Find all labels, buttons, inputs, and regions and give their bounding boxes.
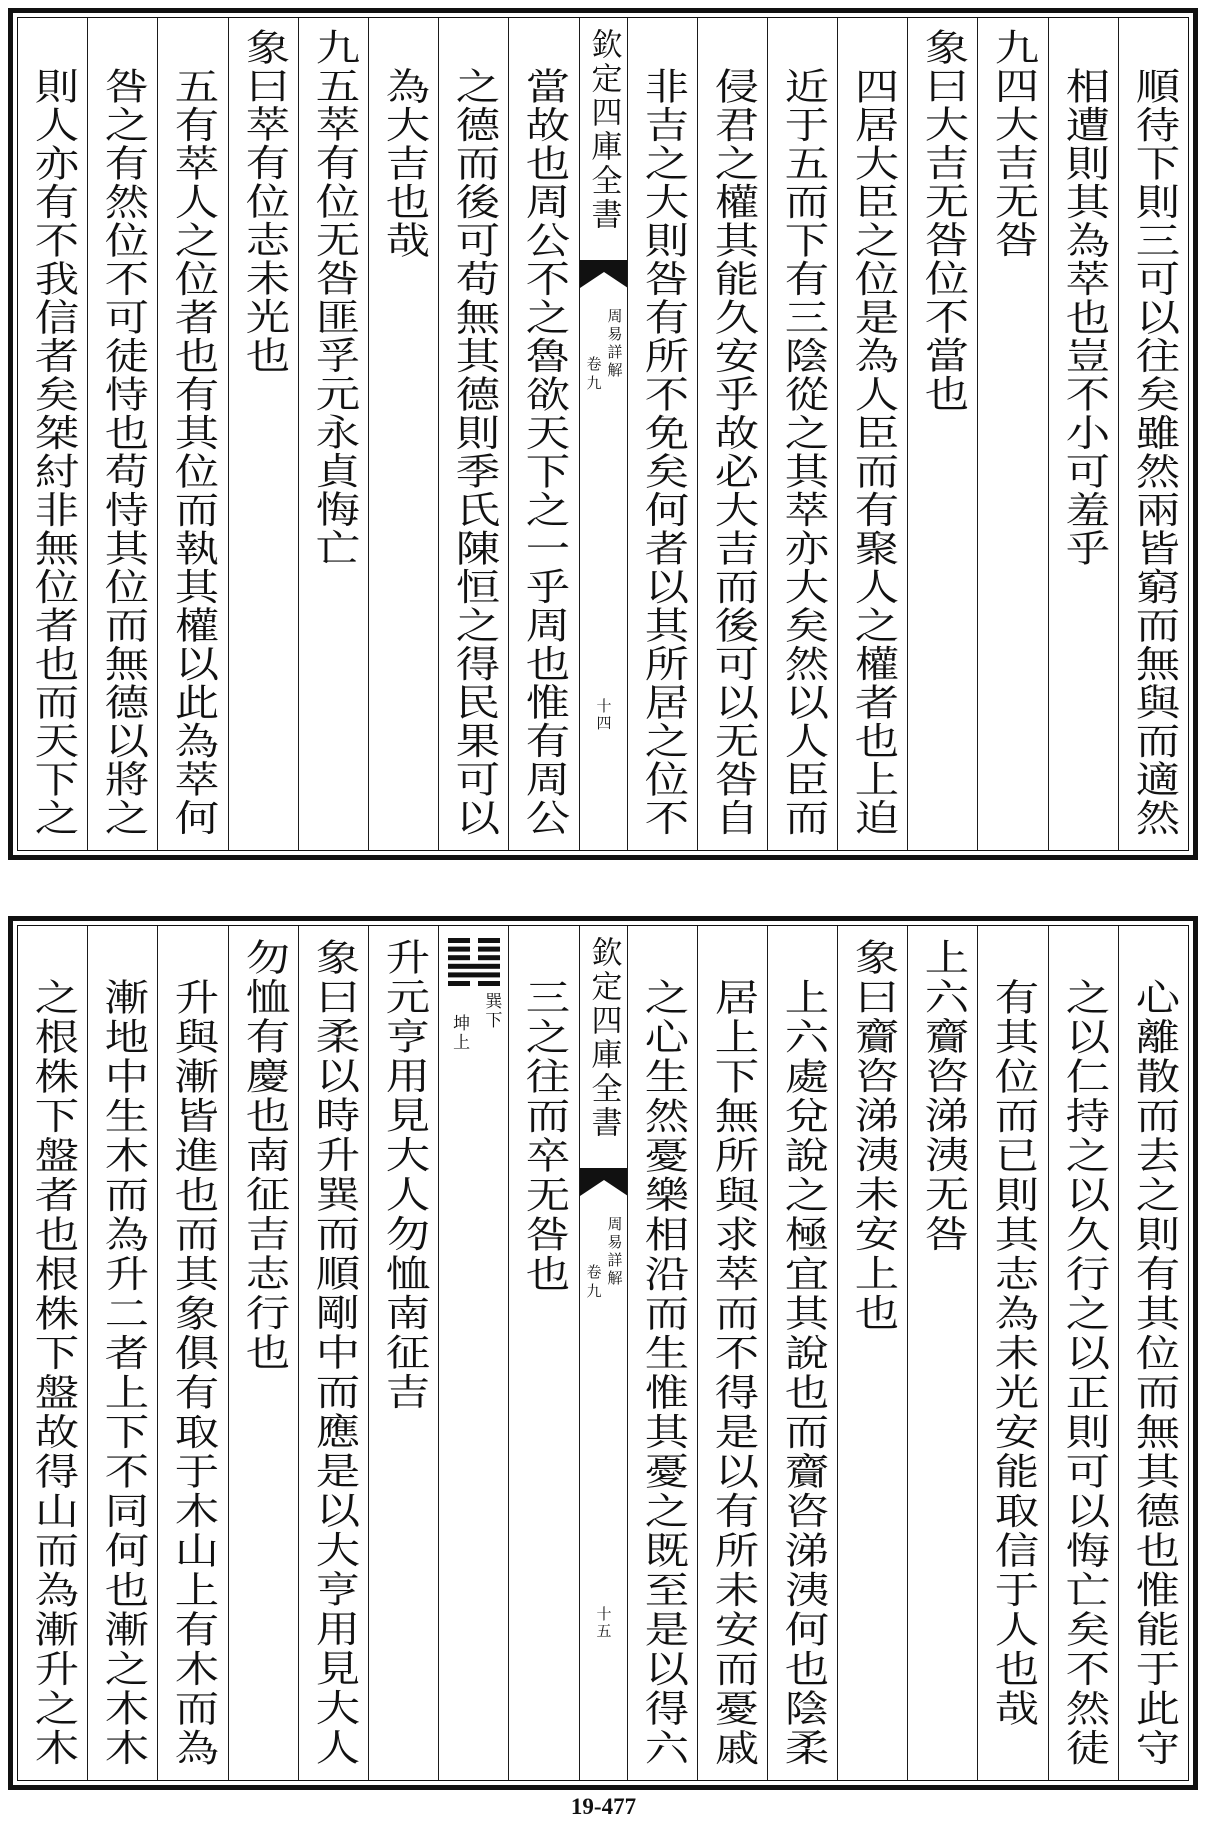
hexagram-column [438, 926, 508, 1780]
column-text: 升與漸皆進也而其象俱有取于木山上有木而為 [167, 977, 219, 1768]
text-column [228, 926, 298, 1780]
center-margin-column [579, 926, 627, 1780]
column-text: 升元亨用見大人勿恤南征吉 [377, 938, 430, 1412]
collection-title: 欽定四庫全書 [585, 28, 622, 232]
text-column [767, 926, 837, 1780]
book-title: 周易詳解 [605, 308, 624, 380]
volume-label: 卷九 [584, 1264, 603, 1302]
hexagram-line [448, 947, 470, 952]
column-text: 相遭則其為萃也豈不小可羞乎 [1057, 66, 1110, 567]
text-column [697, 18, 767, 850]
text-column [907, 18, 977, 850]
collection-title: 欽定四庫全書 [585, 936, 622, 1140]
text-column [697, 926, 767, 1780]
text-column [837, 18, 907, 850]
column-text: 九四大吉无咎 [987, 28, 1039, 259]
text-column [627, 18, 697, 850]
folio-number: 十五 [594, 1606, 613, 1640]
column-text: 象曰齎咨涕洟未安上也 [846, 938, 899, 1333]
column-text: 之心生然憂樂相沿而生惟其憂之既至是以得六 [636, 977, 689, 1768]
text-column [18, 926, 87, 1780]
text-column [907, 926, 977, 1780]
folio-number: 十四 [594, 698, 613, 732]
center-margin-column [579, 18, 627, 850]
text-column [438, 18, 508, 850]
column-text: 上六處兌說之極宜其說也而齎咨涕洟何也陰柔 [776, 977, 829, 1768]
column-text: 非吉之大則咎有所不免矣何者以其所居之位不 [636, 66, 689, 837]
text-column [508, 18, 578, 850]
column-text: 五有萃人之位者也有其位而執其權以此為萃何 [167, 66, 219, 837]
column-text: 之根株下盤者也根株下盤故得山而為漸升之木 [26, 977, 79, 1768]
column-text: 順待下則三可以往矣雖然兩皆窮而無與而適然 [1127, 66, 1180, 837]
column-text: 則人亦有不我信者矣桀紂非無位者也而天下之 [26, 66, 79, 837]
column-text: 近于五而下有三陰從之其萃亦大矣然以人臣而 [776, 66, 829, 837]
hexagram-line [448, 981, 470, 986]
hexagram-line [478, 981, 500, 986]
text-column [87, 926, 157, 1780]
column-text: 侵君之權其能久安乎故必大吉而後可以无咎自 [706, 66, 759, 837]
upper-page-panel [8, 8, 1198, 860]
hexagram-line [478, 955, 500, 960]
text-column [157, 926, 227, 1780]
page-footer-number: 19-477 [570, 1794, 637, 1819]
column-text: 有其位而已則其志為未光安能取信于人也哉 [987, 977, 1039, 1728]
sheng-hexagram-icon [448, 938, 500, 986]
hexagram-line [448, 938, 470, 943]
column-text: 九五萃有位无咎匪孚元永貞悔亡 [307, 28, 360, 567]
lower-page-frame [17, 925, 1189, 1781]
column-text: 上六齎咨涕洟无咎 [917, 938, 969, 1254]
text-column [1048, 926, 1118, 1780]
column-text: 漸地中生木而為升二者上下不同何也漸之木木 [97, 977, 149, 1768]
column-text: 當故也周公不之魯欲天下之一乎周也惟有周公 [518, 66, 570, 837]
volume-label: 卷九 [584, 356, 603, 394]
hexagram-line [448, 964, 500, 969]
text-column [87, 18, 157, 850]
text-column [767, 18, 837, 850]
column-text: 勿恤有慶也南征吉志行也 [237, 938, 290, 1373]
text-column [977, 926, 1047, 1780]
column-text: 為大吉也哉 [377, 66, 430, 259]
hexagram-line [478, 938, 500, 943]
upper-page-frame [17, 17, 1189, 851]
column-text: 咎之有然位不可徒恃也苟恃其位而無德以將之 [97, 66, 149, 837]
text-column [18, 18, 87, 850]
column-text: 象曰柔以時升巽而順剛中而應是以大亨用見大人 [307, 938, 360, 1768]
text-column [977, 18, 1047, 850]
hexagram-line [448, 972, 500, 977]
fish-tail-mark-icon [580, 1168, 627, 1198]
column-text: 三之往而卒无咎也 [518, 977, 570, 1294]
text-column [1118, 926, 1188, 1780]
column-text: 之德而後可苟無其德則季氏陳恒之得民果可以 [448, 66, 500, 837]
hexagram-line [478, 947, 500, 952]
column-text: 之以仁持之以久行之以正則可以悔亡矣不然徒 [1057, 977, 1110, 1768]
column-text: 心離散而去之則有其位而無其德也惟能于此守 [1127, 977, 1180, 1768]
text-column [627, 926, 697, 1780]
lower-trigram-label: 巽下 [481, 992, 502, 1030]
text-column [157, 18, 227, 850]
hexagram-line [448, 955, 470, 960]
text-column [368, 926, 438, 1780]
column-text: 居上下無所與求萃而不得是以有所未安而憂戚 [706, 977, 759, 1768]
column-text: 四居大臣之位是為人臣而有聚人之權者也上迫 [846, 66, 899, 837]
lower-page-panel [8, 916, 1198, 1790]
text-column [1118, 18, 1188, 850]
fish-tail-mark-icon [580, 260, 627, 290]
text-column [228, 18, 298, 850]
text-column [837, 926, 907, 1780]
text-column [1048, 18, 1118, 850]
column-text: 象曰萃有位志未光也 [237, 28, 290, 375]
text-column [368, 18, 438, 850]
book-title: 周易詳解 [605, 1216, 624, 1288]
text-column [508, 926, 578, 1780]
text-column [298, 926, 368, 1780]
text-column [298, 18, 368, 850]
column-text: 象曰大吉无咎位不當也 [917, 28, 969, 413]
upper-trigram-label: 坤上 [449, 1014, 470, 1052]
